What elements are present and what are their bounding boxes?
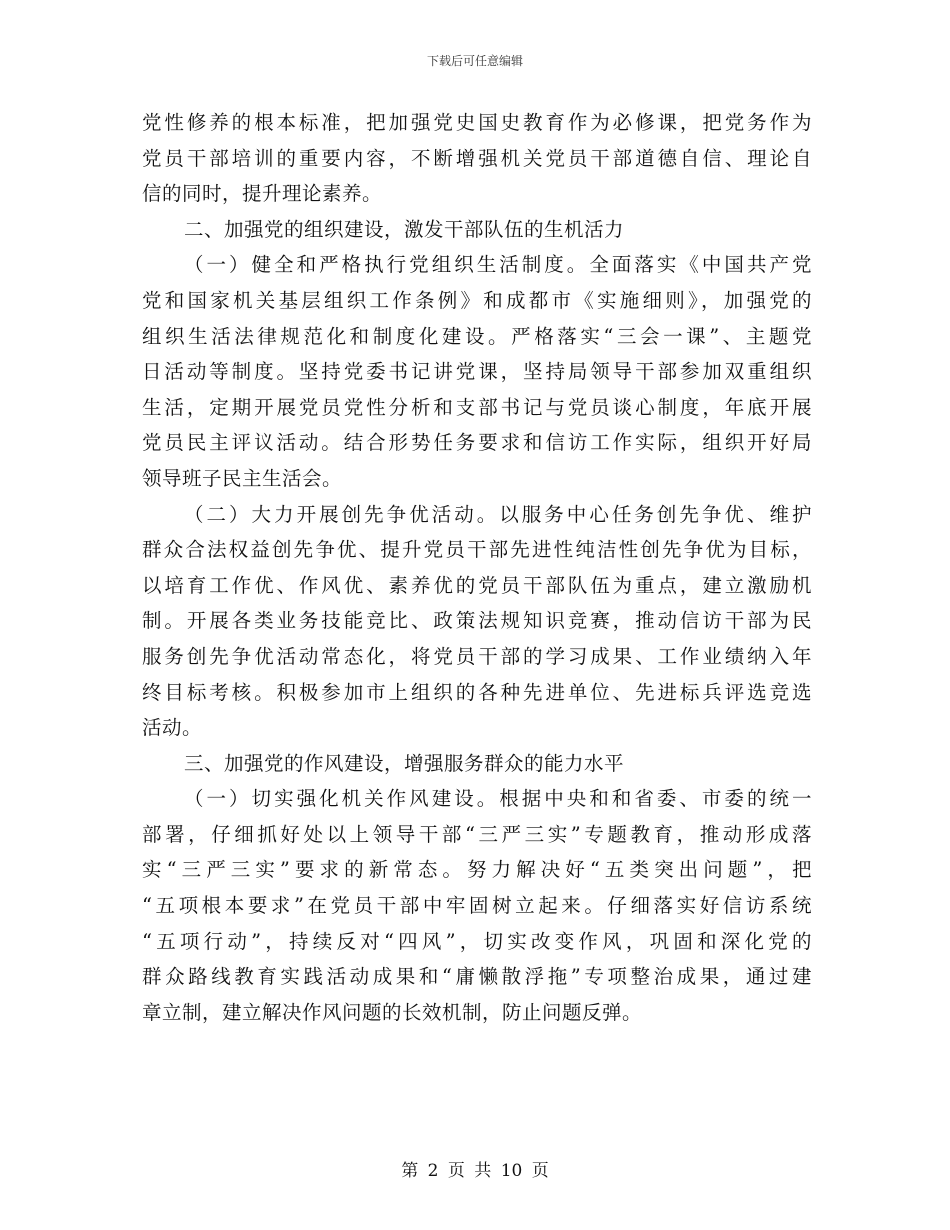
text-line: 服务创先争优活动常态化，将党员干部的学习成果、工作业绩纳入年 <box>142 644 812 668</box>
paragraph-continuation <box>142 105 812 212</box>
text-line: 组织生活法律规范化和制度化建设。严格落实“三会一课”、主题党 <box>142 324 812 348</box>
paragraph <box>142 781 812 1030</box>
text-line: 章立制，建立解决作风问题的长效机制，防止问题反弹。 <box>142 1000 643 1024</box>
section-heading: 二、加强党的组织建设，激发干部队伍的生机活力 <box>184 217 625 241</box>
document-body <box>142 105 812 1030</box>
page-number: 第 2 页 共 10 页 <box>401 1161 549 1181</box>
text-line: 活动。 <box>142 716 203 740</box>
section-heading: 三、加强党的作风建设，增强服务群众的能力水平 <box>184 751 625 775</box>
text-line: 制。开展各类业务技能竞比、政策法规知识竞赛，推动信访干部为民 <box>142 609 812 633</box>
text-line: 党员民主评议活动。结合形势任务要求和信访工作实际，组织开好局 <box>142 431 812 455</box>
text-line: “五项根本要求”在党员干部中牢固树立起来。仔细落实好信访系统 <box>142 894 812 918</box>
text-line: 以培育工作优、作风优、素养优的党员干部队伍为重点，建立激励机 <box>142 573 812 597</box>
text-line: 党和国家机关基层组织工作条例》和成都市《实施细则》，加强党的 <box>142 288 812 312</box>
text-line: “五项行动”，持续反对“四风”，切实改变作风，巩固和深化党的 <box>142 929 812 953</box>
text-line: （二）大力开展创先争优活动。以服务中心任务创先争优、维护 <box>184 502 812 526</box>
text-line: （一）切实强化机关作风建设。根据中央和和省委、市委的统一 <box>184 787 812 811</box>
page-header-note: 下载后可任意编辑 <box>426 54 523 68</box>
text-line: 信的同时，提升理论素养。 <box>142 182 383 206</box>
text-line: 群众路线教育实践活动成果和“庸懒散浮拖”专项整治成果，通过建 <box>142 965 812 989</box>
text-line: 部署，仔细抓好处以上领导干部“三严三实”专题教育，推动形成落 <box>142 822 812 846</box>
text-line: 领导班子民主生活会。 <box>142 466 343 490</box>
text-line: 党员干部培训的重要内容，不断增强机关党员干部道德自信、理论自 <box>142 146 812 170</box>
paragraph <box>142 497 812 746</box>
text-line: 日活动等制度。坚持党委书记讲党课，坚持局领导干部参加双重组织 <box>142 360 812 384</box>
text-line: 终目标考核。积极参加市上组织的各种先进单位、先进标兵评选竞选 <box>142 680 812 704</box>
text-line: 群众合法权益创先争优、提升党员干部先进性纯洁性创先争优为目标， <box>142 538 812 562</box>
text-line: 实“三严三实”要求的新常态。努力解决好“五类突出问题”，把 <box>142 858 812 882</box>
text-line: 生活，定期开展党员党性分析和支部书记与党员谈心制度，年底开展 <box>142 395 812 419</box>
paragraph <box>142 247 812 496</box>
text-line: 党性修养的根本标准，把加强党史国史教育作为必修课，把党务作为 <box>142 111 812 134</box>
text-line: （一）健全和严格执行党组织生活制度。全面落实《中国共产党 <box>184 253 812 277</box>
